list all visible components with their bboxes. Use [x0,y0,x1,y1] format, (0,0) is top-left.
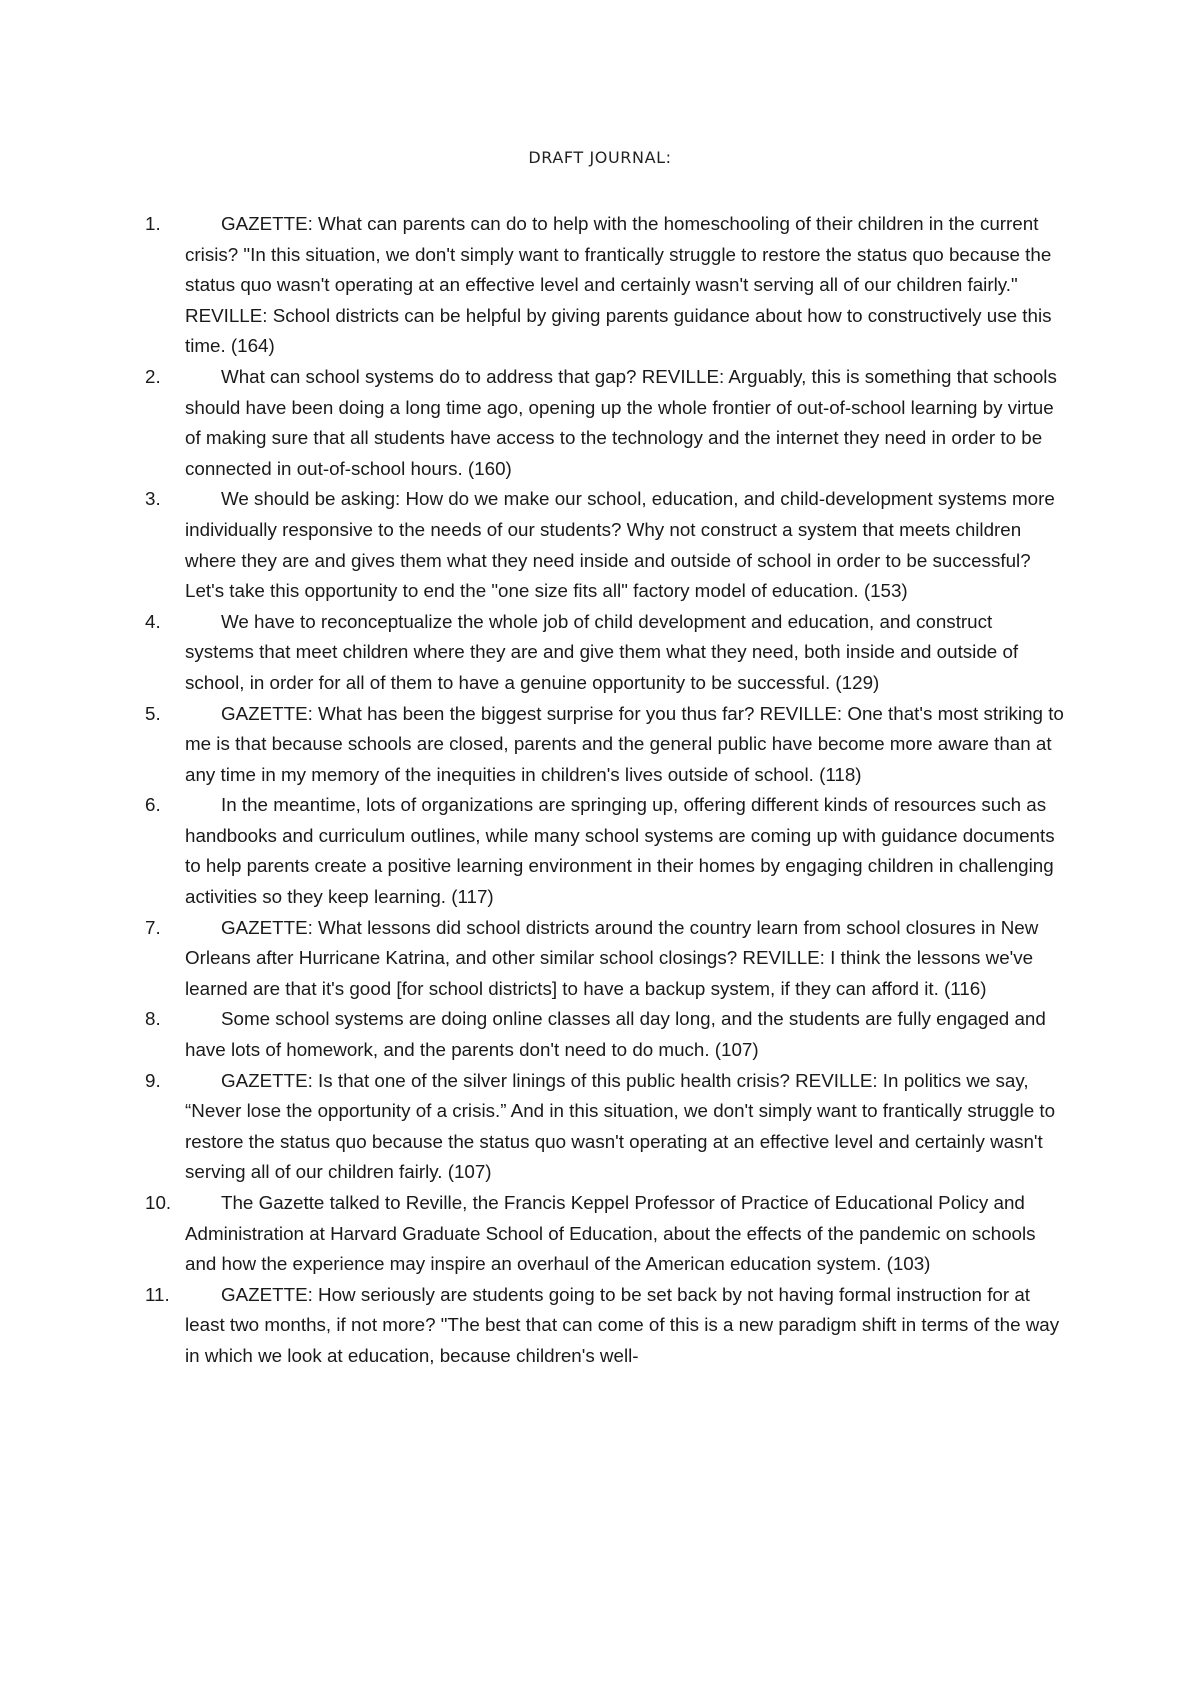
entry-number: 7. [145,916,161,938]
entry-number: 8. [145,1008,161,1030]
list-item [145,209,1065,362]
entry-number: 3. [145,488,161,510]
list-item [145,913,1065,1005]
entry-text: In the meantime, lots of organizations are springing up, offering different kinds of resources such as handbooks and curriculum outlines, while many school systems are coming up with guidance documents to help parents create a positive learning environment in their homes by engaging children in challenging activities so they keep learning. (117) [185,794,1055,908]
entry-text: Some school systems are doing online classes all day long, and the students are fully engaged and have lots of homework, and the parents don't need to do much. (107) [185,1008,1046,1061]
entry-text: GAZETTE: What lessons did school districts around the country learn from school closures in New Orleans after Hurricane Katrina, and other similar school closings? REVILLE: I think the lessons we've learned are that it's good [for school districts] to have a backup system, if they can afford it. (116) [185,916,1039,999]
list-item [145,1066,1065,1188]
entry-text: GAZETTE: Is that one of the silver linings of this public health crisis? REVILLE: In politics we say, “Never lose the opportunity of a crisis.” And in this situation, we don't simply want to frantically struggle to restore the status quo because the status quo wasn't operating at an effective level and certainly wasn't serving all of our children fairly. (107) [185,1069,1056,1183]
entry-text: We have to reconceptualize the whole job of child development and education, and construct systems that meet children where they are and give them what they need, both inside and outside of school, in order for all of them to have a genuine opportunity to be successful. (129) [185,610,1019,693]
list-item [145,362,1065,484]
entry-number: 9. [145,1069,161,1091]
entry-text: GAZETTE: What has been the biggest surprise for you thus far? REVILLE: One that's most striking to me is that because schools are closed, parents and the general public have become more aware than at any time in my memory of the inequities in children's lives outside of school. (118) [185,702,1064,785]
entry-text: The Gazette talked to Reville, the Francis Keppel Professor of Practice of Educational Policy and Administration at Harvard Graduate School of Education, about the effects of the pandemic on schools and how the experience may inspire an overhaul of the American education system. (103) [185,1192,1036,1275]
list-item [145,607,1065,699]
entry-number: 6. [145,794,161,816]
entry-text: GAZETTE: How seriously are students going to be set back by not having formal instruction for at least two months, if not more? "The best that can come of this is a new paradigm shift in terms of the way in which we look at education, because children's well- [185,1283,1060,1366]
entry-text: We should be asking: How do we make our school, education, and child-development systems more individually responsive to the needs of our students? Why not construct a system that meets children where they are and gives them what they need inside and outside of school in order to be successful? Let's take this opportunity to end the "one size fits all" factory model of education. (153) [185,488,1055,602]
entry-text: GAZETTE: What can parents can do to help with the homeschooling of their children in the current crisis? "In this situation, we don't simply want to frantically struggle to restore the status quo because the status quo wasn't operating at an effective level and certainly wasn't serving all of our children fairly." REVILLE: School districts can be helpful by giving parents guidance about how to constructively use this time. (164) [185,213,1052,357]
list-item [145,790,1065,912]
journal-entry-list [145,209,1065,1372]
entry-number: 1. [145,213,161,234]
entry-number: 4. [145,610,161,632]
list-item [145,1188,1065,1280]
document-title: DRAFT JOURNAL: [528,148,672,167]
list-item [145,1280,1065,1372]
entry-number: 10. [145,1192,172,1213]
list-item [145,1004,1065,1065]
entry-number: 2. [145,365,161,387]
list-item [145,484,1065,606]
entry-number: 11. [145,1283,170,1305]
list-item [145,699,1065,791]
entry-number: 5. [145,702,161,724]
entry-text: What can school systems do to address that gap? REVILLE: Arguably, this is something that schools should have been doing a long time ago, opening up the whole frontier of out-of-school learning by virtue of making sure that all students have access to the technology and the internet they need in order to be connected in out-of-school hours. (160) [185,365,1057,479]
